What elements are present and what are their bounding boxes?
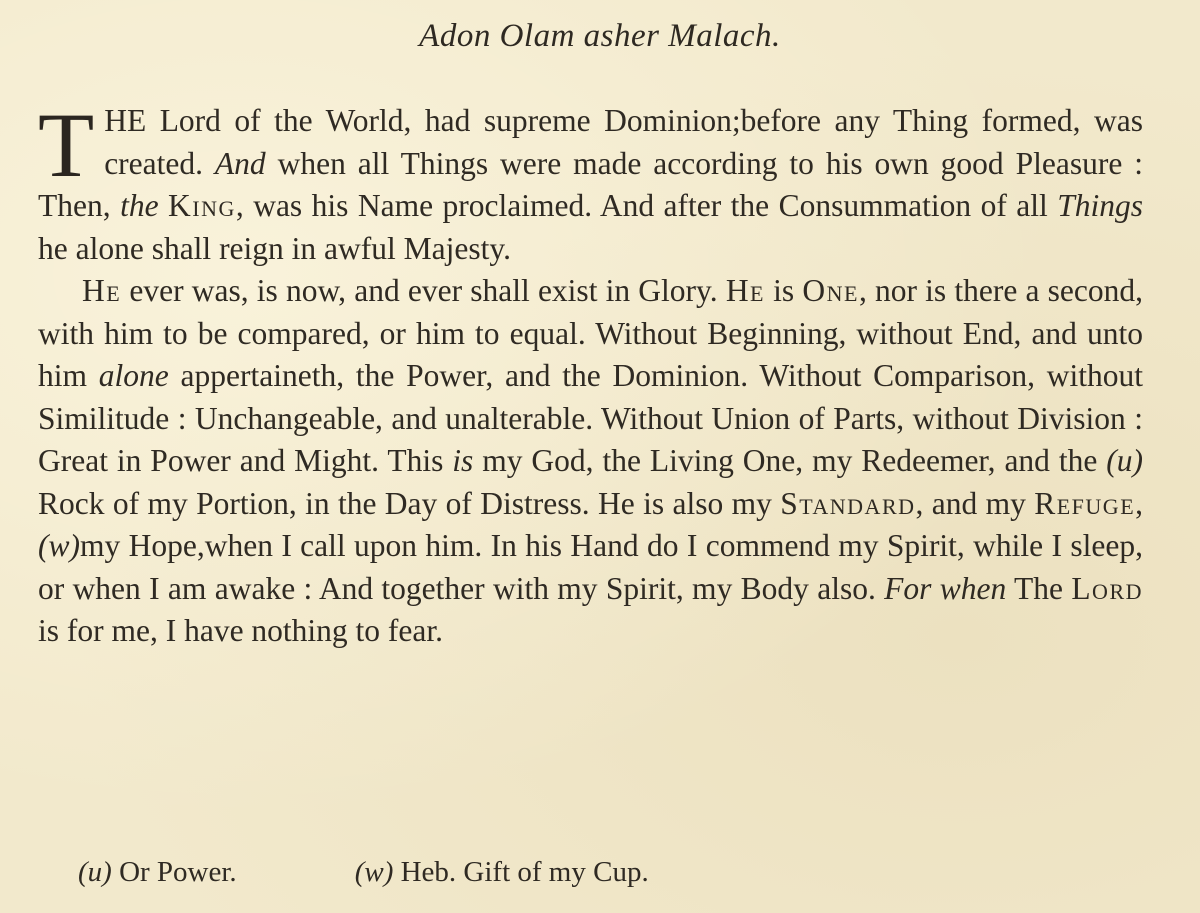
text-run: is xyxy=(765,273,803,308)
small-caps-run: Refuge xyxy=(1034,485,1136,521)
italic-run: And xyxy=(214,145,266,181)
text-run: he alone shall reign in awful Majesty. xyxy=(38,230,511,266)
footnote-ref-w: (w) xyxy=(38,528,80,563)
text-run: , and my xyxy=(915,485,1035,521)
footnote-marker: (w) xyxy=(354,856,394,888)
small-caps-run: Standard xyxy=(780,485,916,521)
footnote-u xyxy=(78,856,237,889)
footnote-marker: (u) xyxy=(78,856,112,888)
footnote-text: Heb. Gift of my Cup. xyxy=(393,856,649,888)
text-run: , was his Name proclaimed. And after the Consummation of all xyxy=(235,188,1058,223)
small-caps-run: He xyxy=(82,273,122,308)
footnotes xyxy=(78,856,649,889)
text-run: The xyxy=(1006,570,1072,606)
footnote-text: Or Power. xyxy=(111,856,237,888)
small-caps-run: One xyxy=(802,273,859,308)
footnote-w xyxy=(355,856,649,889)
text-run: HE Lord of the World, had supreme Dominion;before any Thing formed, was created. xyxy=(104,103,1143,181)
italic-run: For when xyxy=(884,570,1007,606)
italic-run: the xyxy=(120,188,159,223)
text-run: my Hope,when I call upon him. In his Hand do I commend my Spirit, while I sleep, or when I am awake : And together with my Spirit, my Body also. xyxy=(38,528,1143,606)
italic-run: Things xyxy=(1057,188,1143,223)
italic-run: alone xyxy=(98,358,169,393)
small-caps-run: Lord xyxy=(1071,570,1144,606)
text-run: , nor is there a second, with him to be compared, or him to equal. Without Beginning, without End, and unto him xyxy=(38,273,1144,393)
small-caps-run: King xyxy=(168,188,236,223)
paragraph-2 xyxy=(38,270,1143,653)
text-run: , xyxy=(1135,485,1144,521)
paragraph-1 xyxy=(38,94,1143,270)
small-caps-run: He xyxy=(725,273,765,308)
text-run: Rock of my Portion, in the Day of Distress. He is also my xyxy=(38,485,781,521)
text-run: is for me, I have nothing to fear. xyxy=(38,613,444,648)
text-run xyxy=(159,188,168,223)
text-run: ever was, is now, and ever shall exist in Glory. xyxy=(121,273,726,308)
page-title: Adon Olam asher Malach. xyxy=(419,18,781,54)
prayer-text xyxy=(38,94,1144,653)
italic-run: is xyxy=(452,443,474,478)
text-run: appertaineth, the Power, and the Dominion. Without Comparison, without Similitude : Unchangeable, and unalterable. Without Union of Parts, without Division : Great in Power and Might. This xyxy=(38,358,1143,478)
drop-cap: T xyxy=(38,94,95,196)
text-run: when all Things were made according to his own good Pleasure : Then, xyxy=(38,145,1143,223)
footnote-ref-u: (u) xyxy=(1106,443,1143,478)
text-run: my God, the Living One, my Redeemer, and the xyxy=(473,443,1107,478)
